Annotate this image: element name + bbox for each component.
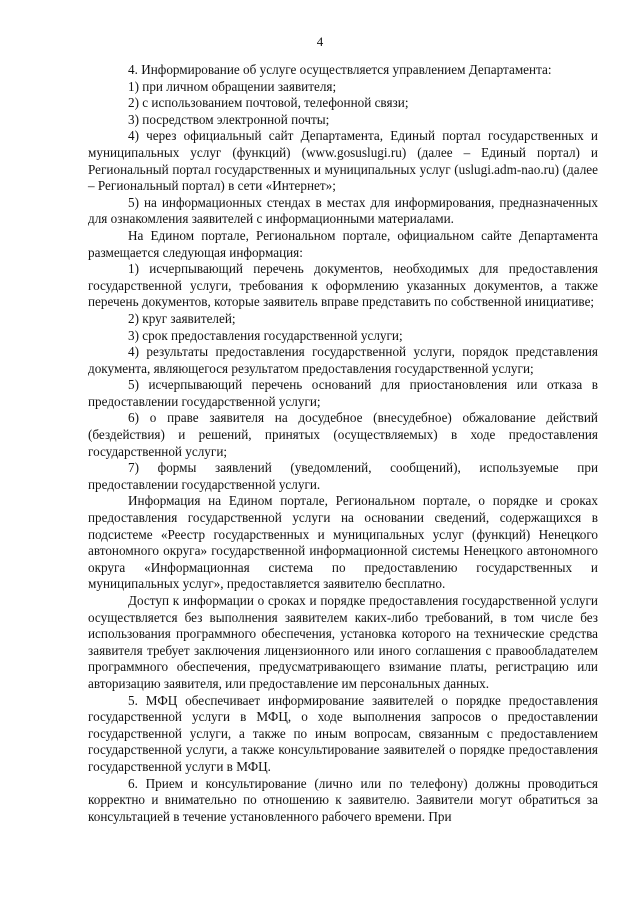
list-item: 4) через официальный сайт Департамента, Единый портал государственных и муниципальных услуг (функций) (www.gosuslugi.ru) (далее – Единый портал) и Региональный портал государственных и муниципальных услуг (uslugi.adm-nao.ru) (далее – Региональный портал) в сети «Интернет»;	[88, 128, 598, 194]
list-item: 5) на информационных стендах в местах для информирования, предназначенных для ознакомления заявителей с информационными материалами.	[88, 194, 598, 227]
list-item: 4) результаты предоставления государственной услуги, порядок представления документа, являющегося результатом предоставления государственной услуги;	[88, 344, 598, 376]
list-item: 1) при личном обращении заявителя;	[128, 78, 337, 94]
list-item: 6) о праве заявителя на досудебное (внесудебное) обжалование действий (бездействия) и решений, принятых (осуществляемых) в ходе предоставления государственной услуги;	[88, 410, 598, 459]
paragraph: Информация на Едином портале, Региональном портале, о порядке и сроках предоставления государственной услуги на основании сведений, содержащихся в подсистеме «Реестр государственных и муниципальных услуг (функций) Ненецкого автономного округа» государственной информационной системы Ненецкого автономного округа «Информационная система по предоставлению государственных и муниципальных услуг», предоставляется заявителю бесплатно.	[88, 493, 598, 592]
paragraph-item-5: 5. МФЦ обеспечивает информирование заявителей о порядке предоставления государственной услуги в МФЦ, о ходе выполнения запросов о предоставлении государственной услуги, а также по иным вопросам, связанным с предоставлением государственной услуги, а также консультирование заявителей о порядке предоставления государственной услуги в МФЦ.	[88, 692, 598, 774]
paragraph-item-4: 4. Информирование об услуге осуществляется управлением Департамента:	[128, 62, 552, 77]
list-item: 1) исчерпывающий перечень документов, необходимых для предоставления государственной услуги, требования к оформлению указанных документов, а также перечень документов, которые заявитель вправе представить по собственной инициативе;	[88, 261, 598, 310]
list-item: 7) формы заявлений (уведомлений, сообщений), используемые при предоставлении государственной услуги.	[88, 460, 598, 492]
list-item: 3) посредством электронной почты;	[128, 111, 330, 127]
list-item: 2) круг заявителей;	[128, 310, 236, 326]
paragraph: Доступ к информации о сроках и порядке предоставления государственной услуги осуществляется без выполнения заявителем каких-либо требований, в том числе без использования программного обеспечения, установка которого на технические средства заявителя требует заключения лицензионного или иного соглашения с правообладателем программного обеспечения, предусматривающего взимание платы, регистрацию или авторизацию заявителя, или предоставление им персональных данных.	[88, 593, 598, 691]
list-item: 2) с использованием почтовой, телефонной связи;	[128, 95, 409, 111]
document-body	[88, 62, 598, 825]
paragraph: На Едином портале, Региональном портале, официальном сайте Департамента размещается следующая информация:	[88, 227, 598, 260]
list-item: 3) срок предоставления государственной услуги;	[128, 327, 403, 343]
page-number: 4	[316, 34, 324, 49]
list-item: 5) исчерпывающий перечень оснований для приостановления или отказа в предоставлении государственной услуги;	[88, 377, 598, 409]
paragraph-item-6: 6. Прием и консультирование (лично или по телефону) должны проводиться корректно и внимательно по отношению к заявителю. Заявители могут обратиться за консультацией в течение установленного рабочего времени. При	[88, 775, 598, 824]
